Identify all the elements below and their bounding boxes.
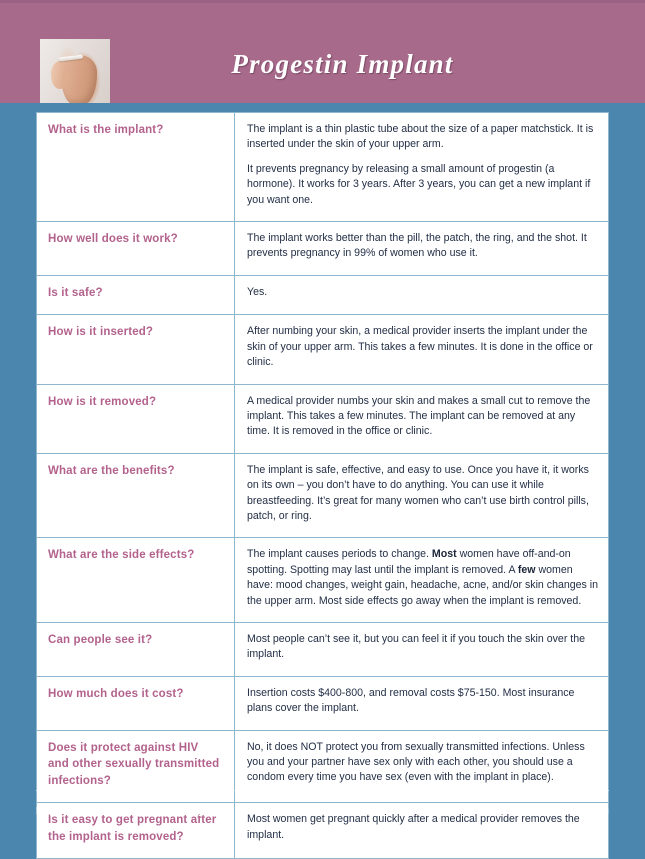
- answer-paragraph: [247, 463, 598, 525]
- table-row: [37, 453, 609, 538]
- document-footer: [36, 800, 609, 822]
- answer-text: The implant is safe, effective, and easy to use. Once you have it, it works on its own – you don’t have to do anything. You can use it while breastfeeding. It’s great for many women who can’t use birth control pills, patch, or ring.: [247, 463, 589, 522]
- answer-paragraph: [247, 547, 598, 609]
- answer-text: No, it does NOT protect you from sexually transmitted infections. Unless you and your partner have sex only with each other, you should use a condom every time you have sex (even with the implant in place).: [247, 740, 585, 784]
- faq-question: Is it safe?: [37, 275, 235, 315]
- answer-paragraph: [247, 740, 598, 786]
- answer-paragraph: [247, 632, 598, 663]
- faq-answer: [235, 113, 609, 222]
- answer-paragraph: [247, 324, 598, 370]
- answer-text: The implant causes periods to change.: [247, 548, 432, 561]
- answer-text: The implant works better than the pill, the patch, the ring, and the shot. It prevents pregnancy in 99% of women who use it.: [247, 232, 587, 260]
- faq-answer: [235, 676, 609, 730]
- faq-sheet: [36, 112, 609, 859]
- answer-paragraph: [247, 686, 598, 717]
- faq-question: Is it easy to get pregnant after the implant is removed?: [37, 803, 235, 859]
- answer-text: Most people can’t see it, but you can feel it if you touch the skin over the implant.: [247, 633, 586, 661]
- footer-organization: Reproductive Health Access Project: [36, 805, 218, 817]
- document-header: [0, 0, 645, 103]
- answer-text: women have off-and-on spotting. Spotting may last until the implant is removed. A: [247, 548, 571, 576]
- faq-question: How is it removed?: [37, 384, 235, 453]
- table-row: [37, 623, 609, 677]
- table-row: [37, 113, 609, 222]
- page-title: Progestin Implant: [231, 49, 454, 79]
- answer-text: It prevents pregnancy by releasing a small amount of progestin (a hormone). It works for 3 years. After 3 years, you can get a new implant if you want one.: [247, 162, 591, 206]
- emphasis-text: Most: [431, 548, 457, 561]
- faq-question: How is it inserted?: [37, 315, 235, 384]
- faq-question: How much does it cost?: [37, 676, 235, 730]
- faq-question: Does it protect against HIV and other sexually transmitted infections?: [37, 730, 235, 803]
- table-row: [37, 275, 609, 315]
- faq-answer: [235, 275, 609, 315]
- answer-text: women have: mood changes, weight gain, headache, acne, and/or skin changes in the upper arm. Most side effects go away when the implant is removed.: [247, 563, 599, 607]
- faq-table: [36, 112, 609, 859]
- emphasis-text: few: [517, 563, 536, 576]
- answer-paragraph: [247, 231, 598, 262]
- faq-question: What are the benefits?: [37, 453, 235, 538]
- answer-text: Most women get pregnant quickly after a medical provider removes the implant.: [247, 813, 580, 841]
- answer-text: After numbing your skin, a medical provider inserts the implant under the skin of your upper arm. This takes a few minutes. It is done in the office or clinic.: [247, 325, 593, 369]
- table-row: [37, 384, 609, 453]
- answer-text: Insertion costs $400-800, and removal costs $75-150. Most insurance plans cover the implant.: [247, 686, 575, 715]
- faq-answer: [235, 315, 609, 384]
- table-row: [37, 538, 609, 623]
- faq-answer: [235, 384, 609, 453]
- faq-question: Can people see it?: [37, 623, 235, 677]
- table-row: [37, 315, 609, 384]
- faq-table-body: [37, 113, 609, 859]
- faq-question: How well does it work?: [37, 222, 235, 276]
- answer-paragraph: [247, 162, 598, 208]
- table-row: [37, 676, 609, 730]
- table-row: [37, 730, 609, 803]
- footer-divider: [36, 790, 609, 791]
- faq-answer: [235, 623, 609, 677]
- answer-text: The implant is a thin plastic tube about the size of a paper matchstick. It is inserted under the skin of your upper arm.: [247, 123, 594, 151]
- answer-text: A medical provider numbs your skin and makes a small cut to remove the implant. This takes a few minutes. The implant can be removed at any time. It is removed in the office or clinic.: [247, 394, 591, 438]
- table-row: [37, 222, 609, 276]
- footer-website[interactable]: www.reproductiveaccess.org: [462, 805, 609, 817]
- answer-paragraph: [247, 394, 598, 440]
- answer-paragraph: [247, 285, 598, 300]
- faq-question: What are the side effects?: [37, 538, 235, 623]
- answer-paragraph: [247, 122, 598, 153]
- faq-answer: [235, 730, 609, 803]
- faq-answer: [235, 453, 609, 538]
- faq-answer: [235, 222, 609, 276]
- faq-question: What is the implant?: [37, 113, 235, 222]
- faq-answer: [235, 538, 609, 623]
- answer-text: Yes.: [247, 285, 268, 298]
